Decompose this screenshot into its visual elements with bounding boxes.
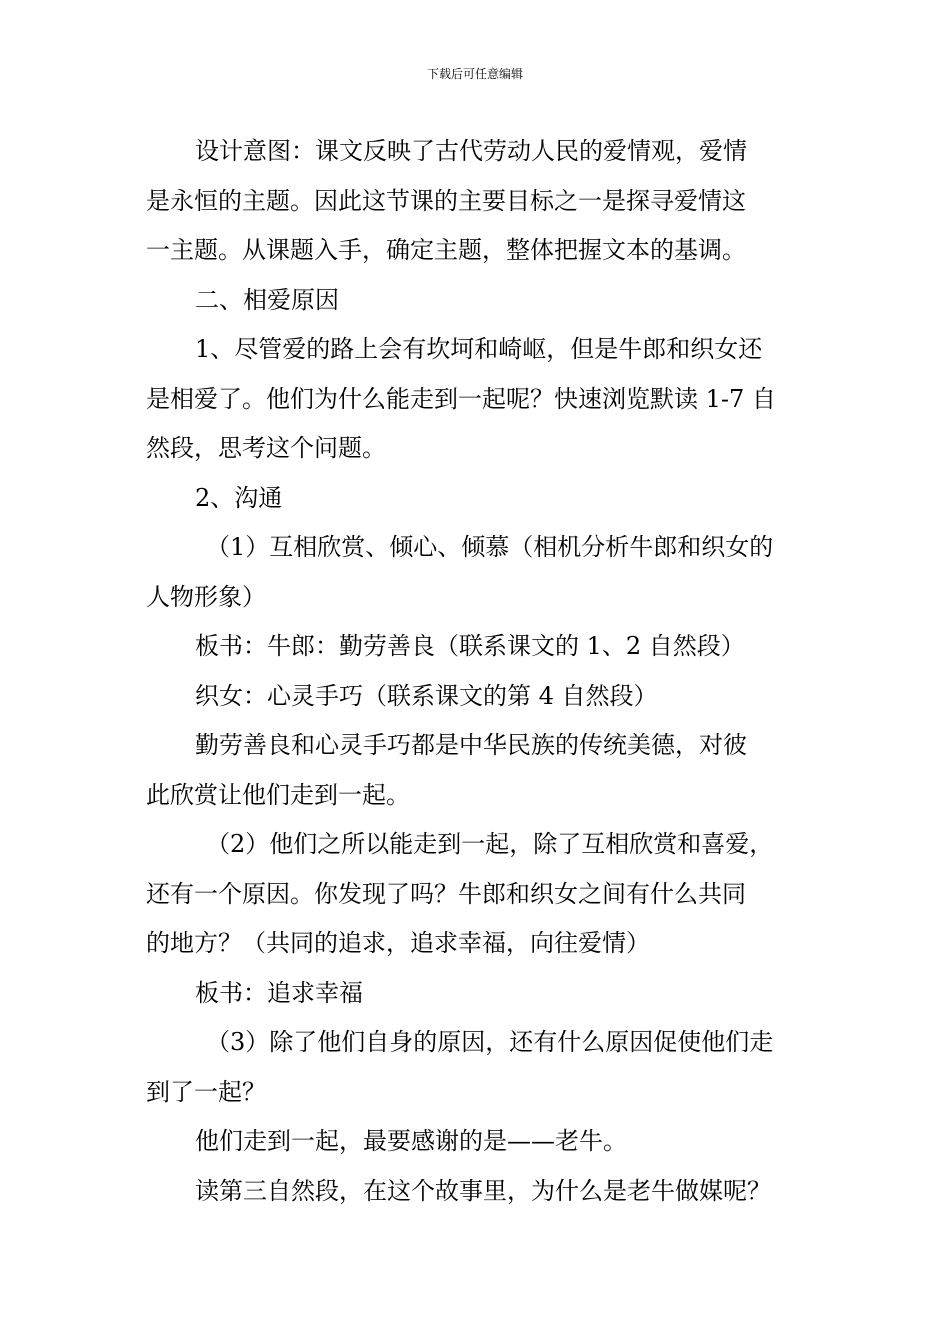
text-line: 二、相爱原因: [195, 285, 339, 314]
text-line: （1）互相欣赏、倾心、倾慕（相机分析牛郎和织女的: [206, 533, 774, 561]
paragraph-item-2: [146, 474, 808, 524]
text-line: 到了一起？: [146, 1077, 266, 1106]
text-line: 然段，思考这个问题。: [146, 434, 386, 462]
text-line: 的地方？（共同的追求，追求幸福，向往爱情）: [146, 929, 650, 957]
paragraph-virtues: [146, 721, 808, 820]
paragraph-design-intent: [146, 127, 808, 276]
text-line: 还有一个原因。你发现了吗？牛郎和织女之间有什么共同: [146, 879, 746, 908]
board-note-niulang: [146, 622, 808, 672]
text-line: （2）他们之所以能走到一起，除了互相欣赏和喜爱，: [206, 830, 774, 858]
paragraph-sub-1: [146, 523, 808, 622]
text-line: 织女：心灵手巧（联系课文的第 4 自然段）: [195, 681, 658, 710]
body-text: [146, 127, 808, 1216]
text-line: 此欣赏让他们走到一起。: [146, 780, 410, 809]
section-heading: [146, 276, 808, 326]
text-line: 是永恒的主题。因此这节课的主要目标之一是探寻爱情这: [146, 186, 746, 215]
paragraph-question: [146, 1167, 808, 1217]
text-line: 1、尽管爱的路上会有坎坷和崎岖，但是牛郎和织女还: [195, 335, 763, 363]
text-line: 是相爱了。他们为什么能走到一起呢？快速浏览默读 1-7 自: [146, 384, 776, 413]
text-line: 设计意图：课文反映了古代劳动人民的爱情观，爱情: [195, 137, 747, 165]
text-line: 读第三自然段，在这个故事里，为什么是老牛做媒呢？: [195, 1176, 771, 1205]
board-note-happiness: [146, 969, 808, 1019]
text-line: 他们走到一起，最要感谢的是——老牛。: [195, 1127, 627, 1155]
text-line: 板书：牛郎：勤劳善良（联系课文的 1、2 自然段）: [195, 632, 745, 660]
paragraph-item-1: [146, 325, 808, 474]
paragraph-sub-3: [146, 1018, 808, 1117]
text-line: 一主题。从课题入手，确定主题，整体把握文本的基调。: [146, 236, 746, 264]
page-header: 下载后可任意编辑: [426, 67, 523, 81]
text-line: 人物形象）: [146, 582, 266, 611]
text-line: 2、沟通: [195, 483, 283, 512]
paragraph-old-ox: [146, 1117, 808, 1167]
board-note-zhinv: [146, 672, 808, 722]
text-line: （3）除了他们自身的原因，还有什么原因促使他们走: [206, 1028, 774, 1056]
paragraph-sub-2: [146, 820, 808, 969]
text-line: 勤劳善良和心灵手巧都是中华民族的传统美德，对彼: [195, 731, 747, 759]
text-line: 板书：追求幸福: [195, 978, 363, 1007]
